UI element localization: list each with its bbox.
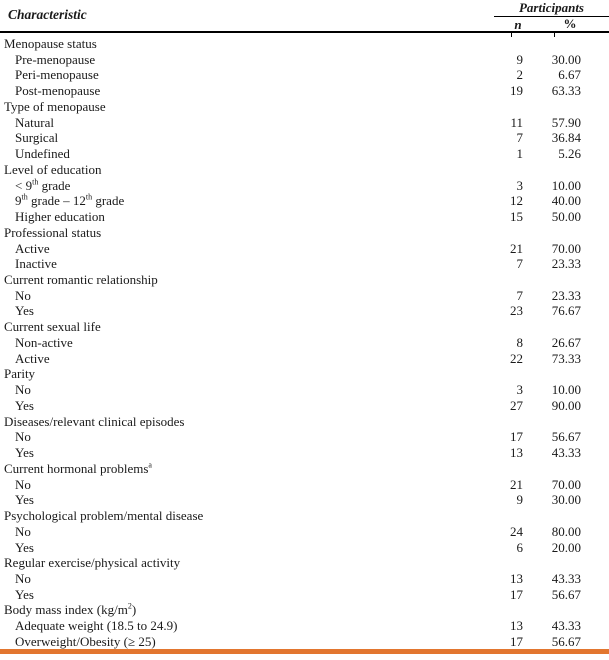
- cell-n: [477, 414, 523, 430]
- cell-n: 19: [510, 83, 523, 99]
- cell-percent: 36.84: [551, 130, 581, 146]
- row-label: Post-menopause: [15, 83, 101, 99]
- row-label: No: [15, 429, 31, 445]
- row-label: Professional status: [4, 224, 102, 240]
- cell-n: 27: [510, 397, 523, 413]
- cell-n: 23: [510, 303, 523, 319]
- table-row-group: [0, 366, 609, 382]
- cell-n: 17: [510, 586, 523, 602]
- row-right-spacer: [581, 241, 609, 257]
- cell-n: 22: [510, 350, 523, 366]
- bottom-accent-bar: [0, 649, 609, 654]
- cell-percent: 10.00: [551, 177, 581, 193]
- row-label: Regular exercise/physical activity: [4, 555, 181, 571]
- row-label: No: [15, 570, 31, 586]
- row-label: Current romantic relationship: [4, 272, 158, 288]
- cell-n: 3: [516, 177, 523, 193]
- row-label: No: [15, 523, 31, 539]
- row-right-spacer: [581, 130, 609, 146]
- table-row: [0, 335, 609, 351]
- cell-n: [477, 99, 523, 115]
- table-body: [0, 36, 609, 650]
- cell-n: [477, 461, 523, 477]
- row-right-spacer: [581, 36, 609, 52]
- row-label: Level of education: [4, 161, 102, 177]
- cell-percent: 30.00: [551, 51, 581, 67]
- cell-n: [477, 162, 523, 178]
- row-label: Psychological problem/mental disease: [4, 508, 204, 524]
- table-row: [0, 193, 609, 209]
- row-label: Higher education: [15, 209, 105, 225]
- cell-n: 13: [510, 445, 523, 461]
- row-right-spacer: [581, 508, 609, 524]
- cell-n: 1: [516, 146, 523, 162]
- table-row: [0, 67, 609, 83]
- table-row: [0, 83, 609, 99]
- cell-n: 13: [510, 570, 523, 586]
- row-right-spacer: [581, 492, 609, 508]
- table-row: [0, 256, 609, 272]
- row-label: Yes: [15, 303, 34, 319]
- row-right-spacer: [581, 555, 609, 571]
- cell-percent: 6.67: [558, 67, 581, 83]
- table-row-group: [0, 36, 609, 52]
- table-row-group: [0, 225, 609, 241]
- table-row: [0, 178, 609, 194]
- row-right-spacer: [581, 52, 609, 68]
- cell-percent: 76.67: [551, 303, 581, 319]
- cell-percent: 5.26: [558, 146, 581, 162]
- row-right-spacer: [581, 540, 609, 556]
- row-right-spacer: [581, 335, 609, 351]
- cell-percent: 56.67: [551, 633, 581, 649]
- row-label: Diseases/relevant clinical episodes: [4, 413, 185, 429]
- row-label: 9th grade – 12th grade: [15, 193, 125, 209]
- table-row-group: [0, 272, 609, 288]
- table-row: [0, 571, 609, 587]
- row-label: Non-active: [15, 334, 73, 350]
- cell-percent: [523, 272, 581, 288]
- row-label: Inactive: [15, 256, 57, 272]
- row-label: Menopause status: [4, 36, 97, 51]
- table-row: [0, 587, 609, 603]
- cell-n: [477, 225, 523, 241]
- cell-n: [477, 508, 523, 524]
- cell-n: 9: [516, 492, 523, 508]
- row-right-spacer: [581, 445, 609, 461]
- row-right-spacer: [581, 146, 609, 162]
- row-right-spacer: [581, 209, 609, 225]
- row-right-spacer: [581, 288, 609, 304]
- row-right-spacer: [581, 67, 609, 83]
- cell-percent: 23.33: [551, 287, 581, 303]
- row-label: Active: [15, 350, 50, 366]
- row-label: No: [15, 287, 31, 303]
- row-right-spacer: [581, 366, 609, 382]
- cell-n: [477, 555, 523, 571]
- cell-percent: 80.00: [551, 523, 581, 539]
- row-right-spacer: [581, 225, 609, 241]
- table-row-group: [0, 162, 609, 178]
- row-right-spacer: [581, 618, 609, 634]
- table-row: [0, 618, 609, 634]
- superscript: a: [148, 460, 152, 470]
- cell-percent: 26.67: [551, 334, 581, 350]
- cell-n: 7: [516, 130, 523, 146]
- cell-n: [477, 602, 523, 618]
- cell-n: [477, 366, 523, 382]
- row-label: Type of menopause: [4, 98, 106, 114]
- table-row: [0, 382, 609, 398]
- table-row: [0, 429, 609, 445]
- table-row: [0, 52, 609, 68]
- cell-percent: [523, 508, 581, 524]
- row-label: Adequate weight (18.5 to 24.9): [15, 618, 178, 634]
- row-right-spacer: [581, 193, 609, 209]
- row-right-spacer: [581, 429, 609, 445]
- cell-percent: 10.00: [551, 382, 581, 398]
- row-label: Current sexual life: [4, 319, 101, 335]
- row-label: Peri-menopause: [15, 67, 99, 83]
- table-row: [0, 146, 609, 162]
- cell-n: 2: [516, 67, 523, 83]
- cell-percent: 43.33: [551, 445, 581, 461]
- row-right-spacer: [581, 83, 609, 99]
- column-header-n: n: [514, 17, 522, 32]
- cell-percent: 40.00: [551, 193, 581, 209]
- cell-percent: 73.33: [551, 350, 581, 366]
- column-header-participants: Participants: [494, 0, 609, 17]
- cell-n: 21: [510, 476, 523, 492]
- row-right-spacer: [581, 587, 609, 603]
- row-label: Yes: [15, 445, 34, 461]
- row-label: Parity: [4, 366, 36, 382]
- row-label: Yes: [15, 539, 34, 555]
- cell-percent: [523, 36, 581, 52]
- superscript: 2: [127, 602, 132, 612]
- table-row: [0, 303, 609, 319]
- cell-percent: 43.33: [551, 570, 581, 586]
- row-label: Undefined: [15, 146, 70, 162]
- table-row: [0, 477, 609, 493]
- row-right-spacer: [581, 99, 609, 115]
- cell-n: [477, 319, 523, 335]
- cell-percent: 70.00: [551, 240, 581, 256]
- row-right-spacer: [581, 162, 609, 178]
- cell-n: 9: [516, 51, 523, 67]
- cell-n: 7: [516, 256, 523, 272]
- row-right-spacer: [581, 115, 609, 131]
- row-label: Pre-menopause: [15, 51, 96, 67]
- table-row: [0, 288, 609, 304]
- cell-n: 13: [510, 618, 523, 634]
- row-right-spacer: [581, 256, 609, 272]
- cell-n: [477, 36, 523, 52]
- cell-n: 11: [510, 114, 523, 130]
- superscript: th: [85, 193, 93, 203]
- cell-percent: 23.33: [551, 256, 581, 272]
- cell-n: 17: [510, 633, 523, 649]
- cell-percent: [523, 366, 581, 382]
- cell-percent: [523, 602, 581, 618]
- table-row: [0, 115, 609, 131]
- row-label: Surgical: [15, 130, 59, 146]
- row-right-spacer: [581, 602, 609, 618]
- table-row: [0, 241, 609, 257]
- column-header-characteristic: Characteristic: [8, 7, 87, 22]
- cell-percent: 63.33: [551, 83, 581, 99]
- row-right-spacer: [581, 382, 609, 398]
- superscript: th: [21, 193, 28, 203]
- row-label: Yes: [15, 492, 34, 508]
- row-right-spacer: [581, 634, 609, 650]
- table-row: [0, 209, 609, 225]
- cell-percent: [523, 555, 581, 571]
- cell-percent: [523, 319, 581, 335]
- cell-percent: [523, 99, 581, 115]
- cell-n: 6: [516, 539, 523, 555]
- row-label: Yes: [15, 397, 34, 413]
- row-right-spacer: [581, 351, 609, 367]
- cell-percent: 56.67: [551, 586, 581, 602]
- cell-n: 15: [510, 209, 523, 225]
- row-label: < 9th grade: [15, 177, 71, 193]
- cell-n: 8: [516, 334, 523, 350]
- row-label: Body mass index $(kg/m^2)$: [4, 602, 137, 618]
- cell-percent: 30.00: [551, 492, 581, 508]
- row-right-spacer: [581, 477, 609, 493]
- table-row-group: [0, 555, 609, 571]
- table-row-group: [0, 414, 609, 430]
- cell-n: 12: [510, 193, 523, 209]
- cell-percent: 50.00: [551, 209, 581, 225]
- row-label: Yes: [15, 586, 34, 602]
- table-row-group: [0, 319, 609, 335]
- table-row: [0, 398, 609, 414]
- cell-n: 21: [510, 240, 523, 256]
- cell-n: 17: [510, 429, 523, 445]
- cell-percent: 70.00: [551, 476, 581, 492]
- row-right-spacer: [581, 414, 609, 430]
- cell-n: [477, 272, 523, 288]
- row-right-spacer: [581, 178, 609, 194]
- cell-percent: 20.00: [551, 539, 581, 555]
- row-right-spacer: [581, 272, 609, 288]
- cell-percent: 56.67: [551, 429, 581, 445]
- table-row-group: [0, 602, 609, 618]
- cell-percent: [523, 461, 581, 477]
- row-right-spacer: [581, 524, 609, 540]
- table-header: [0, 0, 609, 33]
- column-header-percent: %: [563, 16, 577, 31]
- row-label: No: [15, 382, 31, 398]
- cell-percent: [523, 162, 581, 178]
- table-row: [0, 351, 609, 367]
- table-row: [0, 492, 609, 508]
- row-label: No: [15, 476, 31, 492]
- row-right-spacer: [581, 319, 609, 335]
- cell-n: 3: [516, 382, 523, 398]
- table-row-group: [0, 508, 609, 524]
- table-row-group: [0, 99, 609, 115]
- cell-percent: 43.33: [551, 618, 581, 634]
- row-right-spacer: [581, 571, 609, 587]
- row-right-spacer: [581, 398, 609, 414]
- table-row: [0, 540, 609, 556]
- row-right-spacer: [581, 303, 609, 319]
- table-row: [0, 524, 609, 540]
- cell-percent: [523, 414, 581, 430]
- table-row: [0, 130, 609, 146]
- superscript: th: [32, 177, 39, 187]
- row-label: Current hormonal problems$^a$: [4, 460, 152, 476]
- table-row-group: [0, 461, 609, 477]
- row-label: Active: [15, 240, 50, 256]
- table-row: [0, 445, 609, 461]
- row-label: Natural: [15, 114, 54, 130]
- table-row: [0, 634, 609, 650]
- row-right-spacer: [581, 461, 609, 477]
- cell-n: 24: [510, 523, 523, 539]
- cell-n: 7: [516, 287, 523, 303]
- row-label: Overweight/Obesity (≥ 25): [15, 633, 156, 649]
- cell-percent: [523, 225, 581, 241]
- cell-percent: 57.90: [551, 114, 581, 130]
- cell-percent: 90.00: [551, 397, 581, 413]
